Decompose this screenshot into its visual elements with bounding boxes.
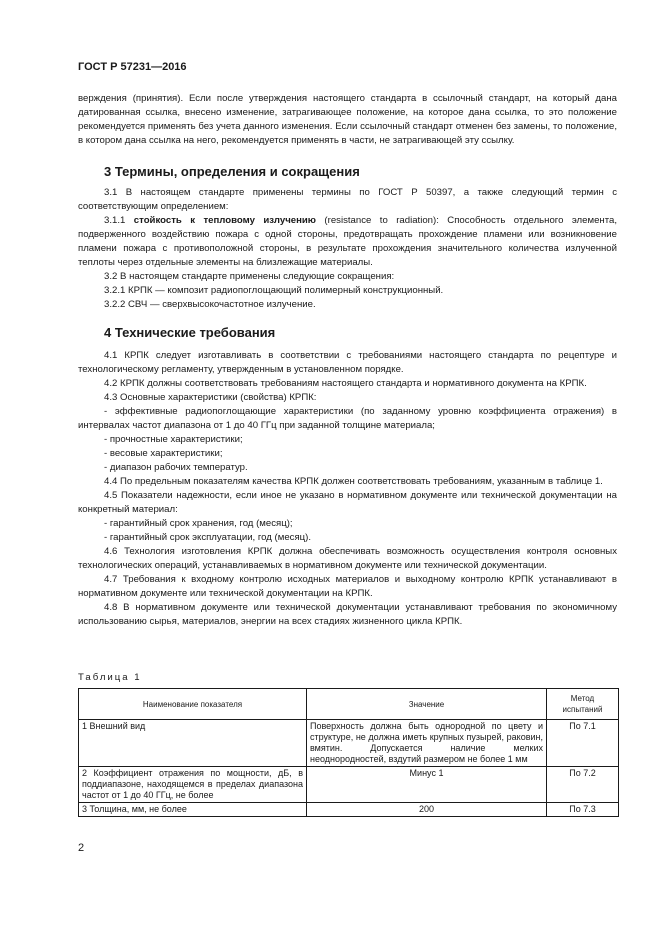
intro-block [78, 92, 617, 148]
table-caption: Таблица 1 [78, 672, 142, 683]
para-4-2: 4.2 КРПК должны соответствовать требованиям настоящего стандарта и нормативного документа на КРПК. [104, 378, 587, 389]
bullet-radio-absorbing: - эффективные радиопоглощающие характеристики (по заданному уровню коэффициента отражения) в интервалах частот диапазона от 1 до 40 ГГц при заданной толщине материала; [78, 406, 617, 431]
para-4-6: 4.6 Технология изготовления КРПК должна обеспечивать возможность осуществления контроля основных технологических операций, устанавливаемых в нормативном документе или технической документации. [78, 546, 617, 571]
top-paragraph: верждения (принятия). Если после утверждения настоящего стандарта в ссылочный стандарт, на который дана датированная ссылка, внесено изменение, затрагивающее положение, на которое дана ссылка, то это положение рекомендуется применять без учета данного изменения. Если ссылочный стандарт отменен без замены, то положение, в котором дана ссылка на него, рекомендуется применять в части, не затрагивающей эту ссылку. [78, 93, 617, 146]
para-4-3: 4.3 Основные характеристики (свойства) КРПК: [104, 392, 317, 403]
section-3-title: 3 Термины, определения и сокращения [104, 164, 360, 179]
para-3-2-1: 3.2.1 КРПК — композит радиопоглощающий полимерный конструкционный. [104, 285, 444, 296]
section-4-body [78, 349, 617, 629]
requirements-table [78, 688, 619, 817]
row-1-method: По 7.1 [547, 720, 619, 767]
para-3-1-1-definition: (resistance to radiation): Способность отдельного элемента, подверженного воздействию пожара с одной стороны, предотвращать прохождение пламени или возникновение пламени пожара с противоположной стороны, в результате прохождения значительного количества излученной теплоты через отдельные элементы на близлежащие материалы. [78, 215, 617, 268]
bullet-storage-warranty: - гарантийный срок хранения, год (месяц); [104, 518, 293, 529]
row-1-value: Поверхность должна быть однородной по цвету и структуре, не должна иметь крупных пузырей, раковин, вмятин. Допускается наличие мелких неоднородностей, вздутий размером не более 1 мм [307, 720, 547, 767]
row-3-value: 200 [307, 803, 547, 817]
bullet-temperature: - диапазон рабочих температур. [104, 462, 248, 473]
row-2-name: 2 Коэффициент отражения по мощности, дБ, в поддиапазоне, находящемся в пределах диапазона частот от 1 до 40 ГГц, не более [79, 767, 307, 803]
para-4-1: 4.1 КРПК следует изготавливать в соответствии с требованиями настоящего стандарта по рецептуре и технологическому регламенту, утвержденным в установленном порядке. [78, 350, 617, 375]
row-1-name: 1 Внешний вид [79, 720, 307, 767]
bullet-weight: - весовые характеристики; [104, 448, 223, 459]
term-radiation-resistance: стойкость к тепловому излучению [133, 215, 316, 226]
para-3-1-1-number: 3.1.1 [104, 215, 134, 226]
row-2-method: По 7.2 [547, 767, 619, 803]
table-row [79, 720, 619, 767]
section-4-title: 4 Технические требования [104, 325, 276, 340]
bullet-operation-warranty: - гарантийный срок эксплуатации, год (месяц). [104, 532, 312, 543]
table-row [79, 767, 619, 803]
para-3-1-1 [78, 214, 617, 270]
header-indicator: Наименование показателя [79, 689, 307, 720]
para-4-8: 4.8 В нормативном документе или технической документации устанавливают требования по экономичному использованию сырья, материалов, энергии на всех стадиях жизненного цикла КРПК. [78, 602, 617, 627]
para-3-1: 3.1 В настоящем стандарте применены термины по ГОСТ Р 50397, а также следующий термин с соответствующим определением: [78, 187, 617, 212]
page-number: 2 [78, 842, 85, 854]
header-value: Значение [307, 689, 547, 720]
row-2-value: Минус 1 [307, 767, 547, 803]
bullet-strength: - прочностные характеристики; [104, 434, 243, 445]
document-header: ГОСТ Р 57231—2016 [78, 61, 187, 73]
para-4-4: 4.4 По предельным показателям качества КРПК должен соответствовать требованиям, указанным в таблице 1. [104, 476, 603, 487]
para-3-2: 3.2 В настоящем стандарте применены следующие сокращения: [104, 271, 395, 282]
row-3-method: По 7.3 [547, 803, 619, 817]
para-4-7: 4.7 Требования к входному контролю исходных материалов и выходному контролю КРПК устанавливают в нормативном документе или технической документации на КРПК. [78, 574, 617, 599]
row-3-name: 3 Толщина, мм, не более [79, 803, 307, 817]
header-method: Метод испытаний [547, 689, 619, 720]
para-3-2-2: 3.2.2 СВЧ — сверхвысокочастотное излучение. [104, 299, 316, 310]
table-header-row [79, 689, 619, 720]
para-4-5: 4.5 Показатели надежности, если иное не указано в нормативном документе или технической документации на конкретный материал: [78, 490, 617, 515]
table-row [79, 803, 619, 817]
section-3-body [78, 186, 617, 312]
